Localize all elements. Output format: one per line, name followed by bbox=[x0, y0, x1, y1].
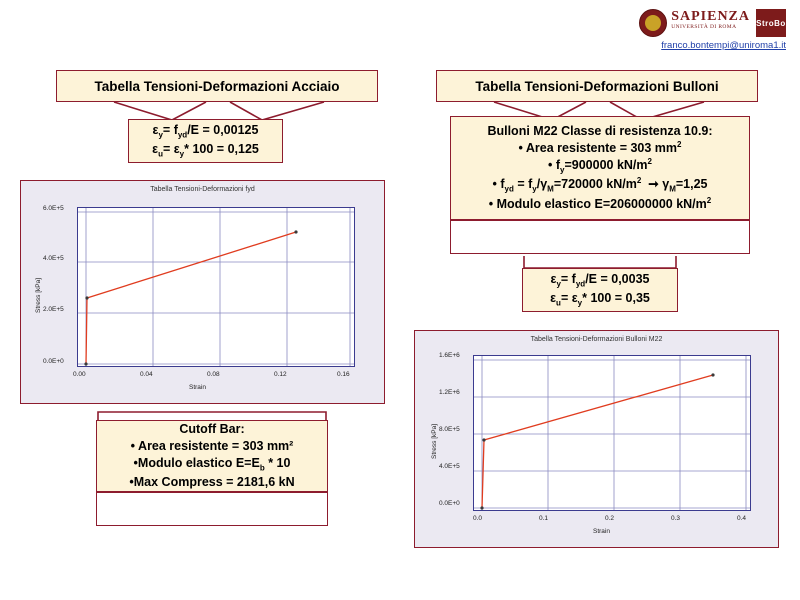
chart-right-xtick-3: 0.2 bbox=[605, 515, 615, 522]
logo-name-line1: SAPIENZA bbox=[671, 9, 750, 24]
strobo-logo-mark: StroBo bbox=[756, 9, 786, 37]
chart-right-ylabel: Stress [kPa] bbox=[431, 423, 438, 459]
logo-wordmark bbox=[671, 10, 750, 30]
chart-left-xtick-1: 0.00 bbox=[73, 371, 86, 378]
cutoff-bar-item-1: • Area resistente = 303 mm² bbox=[130, 438, 294, 453]
chart-right-xlabel: Strain bbox=[593, 528, 610, 535]
bolt-info-line1: Bulloni M22 Classe di resistenza 10.9: bbox=[487, 124, 713, 139]
chart-right-ytick-1: 0.0E+0 bbox=[439, 500, 460, 507]
chart-right-ytick-2: 4.0E+5 bbox=[439, 463, 460, 470]
chart-left-title: Tabella Tensioni-Deformazioni fyd bbox=[150, 186, 255, 193]
chart-left-ytick-3: 4.0E+5 bbox=[43, 255, 64, 262]
chart-left-ytick-4: 6.0E+5 bbox=[43, 205, 64, 212]
chart-left-xlabel: Strain bbox=[189, 384, 206, 391]
chart-right-xtick-1: 0.0 bbox=[473, 515, 483, 522]
right-banner-title: Tabella Tensioni-Deformazioni Bulloni bbox=[436, 70, 758, 102]
chart-right-ytick-3: 8.0E+5 bbox=[439, 426, 460, 433]
author-email-link[interactable]: franco.bontempi@uniroma1.it bbox=[661, 40, 786, 51]
chart-right-ytick-5: 1.6E+6 bbox=[439, 352, 460, 359]
logo-name-line2: UNIVERSITÀ DI ROMA bbox=[671, 23, 737, 30]
chart-left-ylabel: Stress [kPa] bbox=[35, 277, 42, 313]
chart-left-xtick-5: 0.16 bbox=[337, 371, 350, 378]
chart-right-title: Tabella Tensioni-Deformazioni Bulloni M22 bbox=[530, 336, 663, 343]
bolt-info-line4: • $f_{yd} = f_y/\gamma_M=720000$ $kN/m^2$ ➞ $\gamma_M=1,25$ bbox=[492, 176, 708, 195]
chart-right-xtick-4: 0.3 bbox=[671, 515, 681, 522]
left-banner-title: Tabella Tensioni-Deformazioni Acciaio bbox=[56, 70, 378, 102]
sapienza-logo bbox=[639, 8, 786, 37]
left-bottom-box-tail bbox=[96, 492, 328, 526]
bolt-info-line2: • Area resistente = 303 $mm^2$ bbox=[518, 139, 682, 156]
chart-left-xtick-3: 0.08 bbox=[207, 371, 220, 378]
right-info-box-tail bbox=[450, 220, 750, 254]
right-info-box bbox=[450, 116, 750, 220]
right-formula-box bbox=[522, 268, 678, 312]
chart-left-xtick-4: 0.12 bbox=[274, 371, 287, 378]
cutoff-bar-title: Cutoff Bar: bbox=[179, 422, 245, 437]
cutoff-bar-item-3: •Max Compress = 2181,6 kN bbox=[129, 475, 295, 490]
left-formula-line1: $\varepsilon_y= f_{yd}/E = 0,00125$ bbox=[152, 122, 259, 140]
chart-left-container bbox=[20, 180, 385, 404]
bolt-info-line3: • $f_y=900000$ $kN/m^2$ bbox=[548, 156, 652, 175]
left-formula-box bbox=[128, 119, 283, 163]
cutoff-bar-item-2: •Modulo elastico $E=E_b * 10$ bbox=[133, 455, 291, 473]
chart-right-container bbox=[414, 330, 779, 548]
chart-right-ytick-4: 1.2E+6 bbox=[439, 389, 460, 396]
chart-left-ytick-2: 2.0E+5 bbox=[43, 306, 64, 313]
chart-right-plot bbox=[473, 355, 751, 511]
university-seal-icon bbox=[639, 9, 667, 37]
chart-left-ytick-1: 0.0E+0 bbox=[43, 358, 64, 365]
left-bottom-box bbox=[96, 420, 328, 492]
right-formula-line1: $\varepsilon_y= f_{yd}/E = 0,0035$ bbox=[550, 271, 650, 289]
right-formula-line2: $\varepsilon_u= \varepsilon_y*$ 100 = 0,35 bbox=[550, 291, 650, 308]
chart-left-plot bbox=[77, 207, 355, 367]
chart-right-xtick-5: 0.4 bbox=[737, 515, 747, 522]
chart-right-xtick-2: 0.1 bbox=[539, 515, 549, 522]
chart-left-xtick-2: 0.04 bbox=[140, 371, 153, 378]
bolt-info-line5: • Modulo elastico E=206000000 $kN/m^2$ bbox=[488, 195, 712, 212]
left-formula-line2: $\varepsilon_u= \varepsilon_y*$ 100 = 0,125 bbox=[152, 142, 259, 159]
